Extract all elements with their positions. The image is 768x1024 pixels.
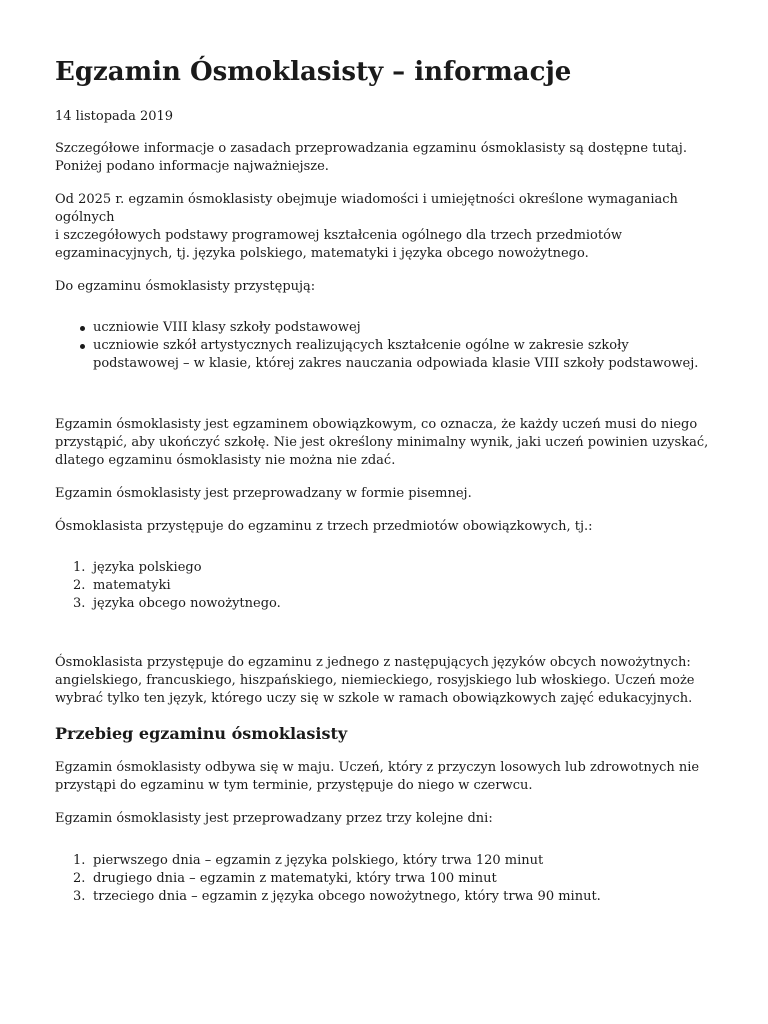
list-number: 1. [73,853,86,868]
written-form-paragraph: Egzamin ósmoklasisty jest przeprowadzany w formie pisemnej. [55,486,472,501]
list-item-text: trzeciego dnia – egzamin z języka obcego nowożytnego, który trwa 90 minut. [93,889,601,904]
list-item [73,888,718,906]
list-item: uczniowie VIII klasy szkoły podstawowej [93,319,718,337]
list-number: 1. [73,560,86,575]
page-title: Egzamin Ósmoklasisty – informacje [55,57,572,87]
list-number: 2. [73,871,86,886]
publish-date: 14 listopada 2019 [55,109,174,124]
list-item [73,559,718,577]
access-intro: Do egzaminu ósmoklasisty przystępują: [55,279,316,294]
subjects-list [55,559,718,613]
list-item [73,870,718,888]
list-item [73,852,718,870]
subjects-intro: Ósmoklasista przystępuje do egzaminu z trzech przedmiotów obowiązkowych, tj.: [55,519,593,534]
mandatory-paragraph: Egzamin ósmoklasisty jest egzaminem obowiązkowym, co oznacza, że każdy uczeń musi do niego przystąpić, aby ukończyć szkołę. Nie jest określony minimalny wynik, jaki uczeń powinien uzyskać, dlatego egzaminu ósmoklasisty nie można nie zdać. [55,417,709,468]
languages-paragraph: Ósmoklasista przystępuje do egzaminu z jednego z następujących języków obcych nowożytnych: angielskiego, francuskiego, hiszpańskiego, niemieckiego, rosyjskiego lub włoskiego. Uczeń może wybrać tylko ten język, którego uczy się w szkole w ramach obowiązkowych zajęć edukacyjnych. [55,655,695,706]
list-item [73,595,718,613]
scope-2025-line2: i szczegółowych podstawy programowej kształcenia ogólnego dla trzech przedmiotów egzaminacyjnych, tj. języka polskiego, matematyki i języka obcego nowożytnego. [55,228,623,261]
list-number: 3. [73,889,86,904]
may-june-paragraph: Egzamin ósmoklasisty odbywa się w maju. Uczeń, który z przyczyn losowych lub zdrowotnych nie przystąpi do egzaminu w tym terminie, przystępuje do niego w czerwcu. [55,760,700,793]
exam-days-list [55,852,718,906]
list-item-text: matematyki [93,578,171,593]
days-intro: Egzamin ósmoklasisty jest przeprowadzany przez trzy kolejne dni: [55,811,493,826]
section-heading-course: Przebieg egzaminu ósmoklasisty [55,724,348,743]
document-page [0,55,768,1024]
list-item-text: pierwszego dnia – egzamin z języka polskiego, który trwa 120 minut [93,853,544,868]
list-number: 2. [73,578,86,593]
eligible-students-list [55,319,718,373]
list-item-text: języka obcego nowożytnego. [93,596,281,611]
list-item: uczniowie szkół artystycznych realizujących kształcenie ogólne w zakresie szkoły podstawowej – w klasie, której zakres nauczania odpowiada klasie VIII szkoły podstawowej. [93,337,718,373]
scope-2025-line1: Od 2025 r. egzamin ósmoklasisty obejmuje wiadomości i umiejętności określone wymaganiach ogólnych [55,192,678,225]
list-item [73,577,718,595]
intro-paragraph: Szczegółowe informacje o zasadach przeprowadzania egzaminu ósmoklasisty są dostępne tutaj. Poniżej podano informacje najważniejsze. [55,141,687,174]
list-item-text: języka polskiego [93,560,202,575]
list-item-text: drugiego dnia – egzamin z matematyki, który trwa 100 minut [93,871,497,886]
list-number: 3. [73,596,86,611]
scope-2025-paragraph [55,191,718,263]
